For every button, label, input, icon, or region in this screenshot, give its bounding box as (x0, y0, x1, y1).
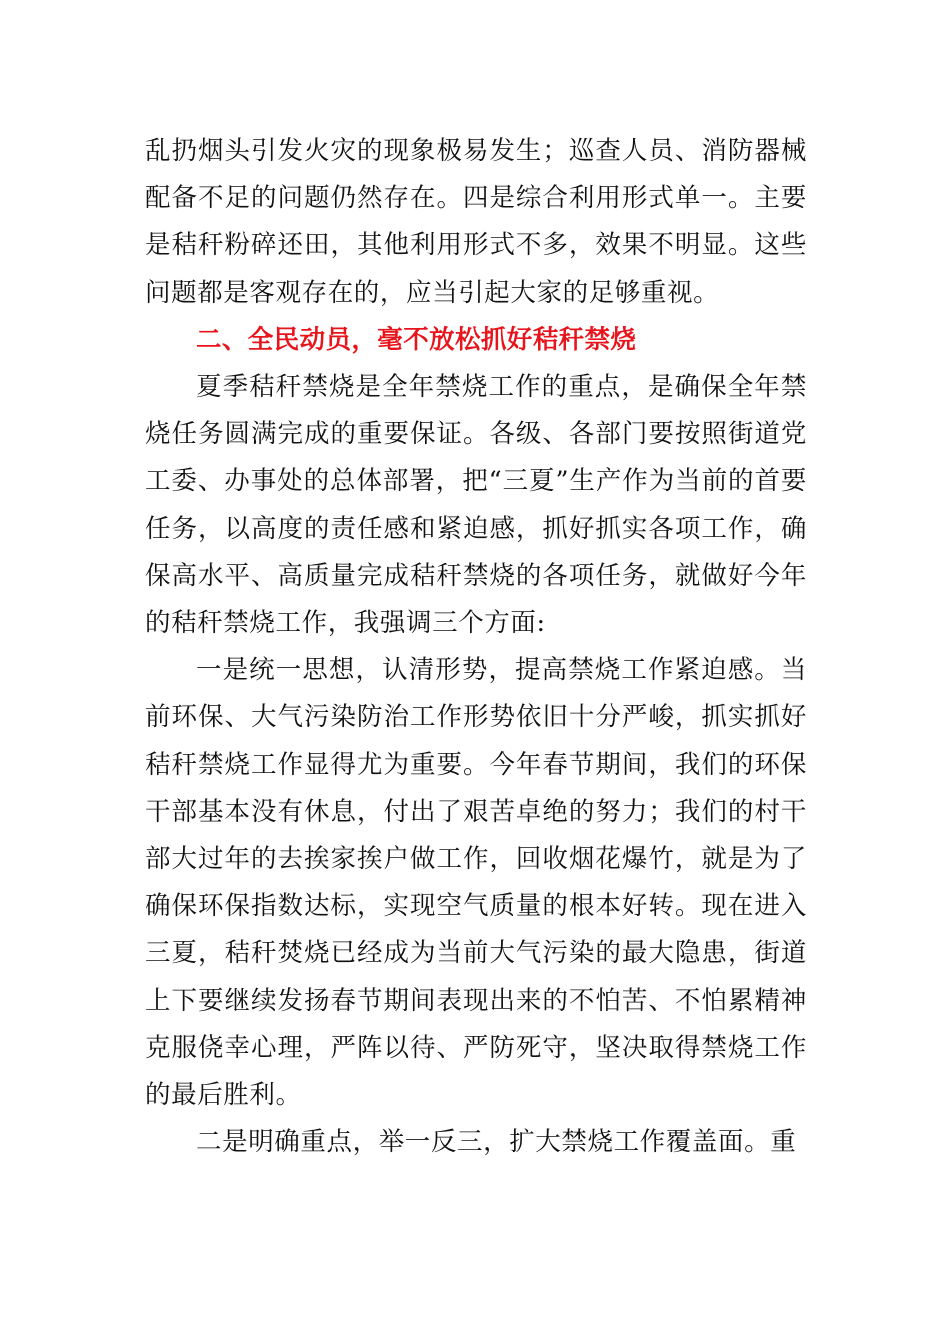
paragraph-summer-ban: 夏季秸秆禁烧是全年禁烧工作的重点，是确保全年禁烧任务圆满完成的重要保证。各级、各部门要按照街道党工委、办事处的总体部署，把“三夏”生产作为当前的首要任务，以高度的责任感和紧迫感，抓好抓实各项工作，确保高水平、高质量完成秸秆禁烧的各项任务，就做好今年的秸秆禁烧工作，我强调三个方面: (145, 372, 807, 639)
paragraph-point-one: 一是统一思想，认清形势，提高禁烧工作紧迫感。当前环保、大气污染防治工作形势依旧十分严峻，抓实抓好秸秆禁烧工作显得尤为重要。今年春节期间，我们的环保干部基本没有休息，付出了艰苦卓绝的努力；我们的村干部大过年的去挨家挨户做工作，回收烟花爆竹，就是为了确保环保指数达标，实现空气质量的根本好转。现在进入三夏，秸秆焚烧已经成为当前大气污染的最大隐患，街道上下要继续发扬春节期间表现出来的不怕苦、不怕累精神克服侥幸心理，严阵以待、严防死守，坚决取得禁烧工作的最后胜利。 (145, 655, 807, 1111)
section-heading: 二、全民动员，毫不放松抓好秸秆禁烧 (196, 324, 637, 355)
paragraph-continuation: 乱扔烟头引发火灾的现象极易发生；巡查人员、消防器械配备不足的问题仍然存在。四是综合利用形式单一。主要是秸秆粉碎还田，其他利用形式不多，效果不明显。这些问题都是客观存在的，应当引起大家的足够重视。 (145, 136, 807, 308)
paragraph-point-two: 二是明确重点，举一反三，扩大禁烧工作覆盖面。重 (196, 1127, 797, 1158)
document-body (145, 128, 807, 1166)
